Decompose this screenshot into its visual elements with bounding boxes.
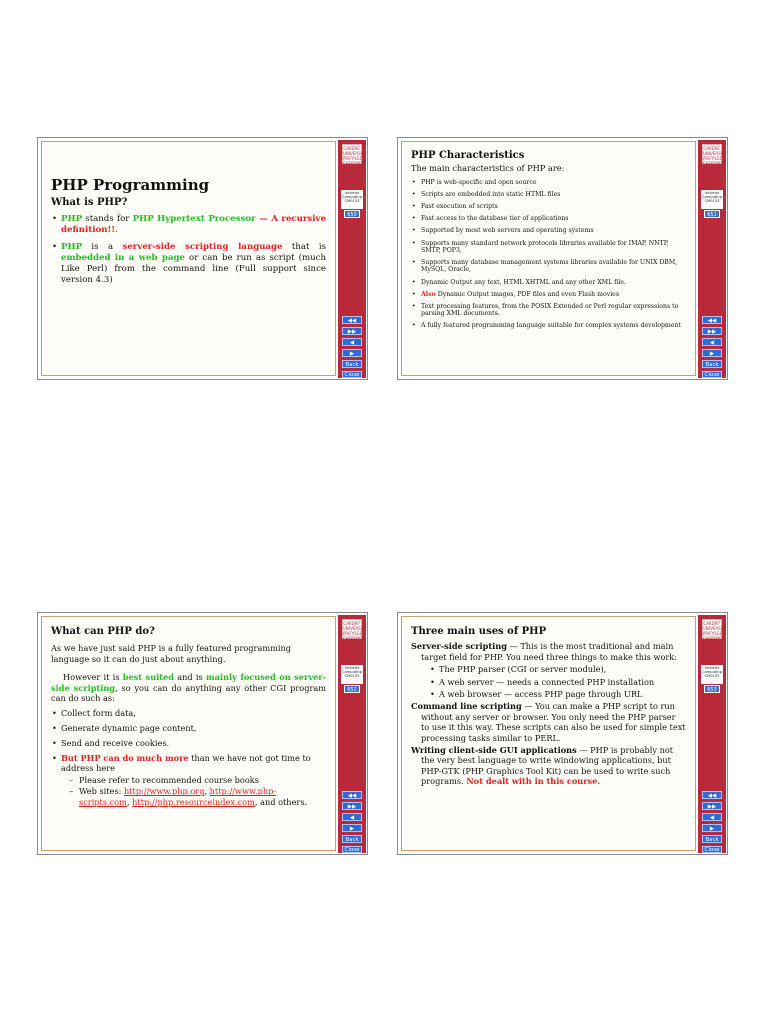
cardiff-logo	[702, 619, 727, 641]
text: .	[115, 225, 118, 235]
course-line: CM0133	[344, 199, 360, 204]
link-php-scripts[interactable]: http://www.php-scripts.com	[79, 786, 277, 807]
course-line: Internet	[344, 666, 360, 670]
logo-line: CARDIFF	[343, 146, 361, 151]
nav-sidebar	[338, 615, 366, 853]
term-server-side: server-side scripting language	[122, 242, 283, 252]
text: than we have not got time to address here	[61, 753, 311, 774]
course-line: CM0133	[344, 674, 360, 679]
course-line: CM0133	[704, 199, 720, 204]
logo-line: UNIVERSITY	[703, 151, 727, 156]
use-client-gui	[411, 745, 686, 787]
first-page-button[interactable]: ◀◀	[342, 791, 362, 799]
logo-line: PRIFYSGOL	[343, 631, 366, 636]
text: stands for	[82, 214, 133, 224]
nav-sidebar	[698, 140, 726, 378]
use-heading: Server-side scripting	[411, 641, 507, 652]
course-label	[701, 665, 723, 684]
text: is a	[82, 242, 123, 252]
bullet-list	[51, 708, 326, 807]
list-item: • Fast execution of scripts	[411, 203, 686, 210]
next-page-button[interactable]: ▶	[342, 349, 362, 357]
close-button[interactable]: Close	[342, 846, 362, 853]
text: ,	[254, 796, 258, 807]
course-line: Computing	[702, 670, 722, 675]
page-number: 653	[704, 685, 720, 693]
list-item	[51, 242, 326, 286]
bullet-list	[411, 179, 686, 330]
first-page-button[interactable]: ◀◀	[342, 316, 362, 324]
next-page-button[interactable]: ▶	[702, 349, 722, 357]
course-label	[341, 665, 363, 684]
close-button[interactable]: Close	[342, 371, 362, 378]
much-more: But PHP can do much more	[61, 753, 189, 764]
cardiff-logo	[702, 144, 727, 166]
back-button[interactable]: Back	[342, 835, 362, 843]
list-item	[51, 753, 326, 807]
slide-paragraph	[51, 672, 326, 703]
close-button[interactable]: Close	[702, 846, 722, 853]
list-item	[411, 291, 686, 298]
list-item: • Supports many database management systems libraries available for UNIX DBM, MySQL, Oracle,	[411, 259, 686, 274]
logo-line: CARDIFF	[703, 621, 721, 626]
slide-650	[37, 137, 368, 380]
slide-content	[41, 141, 336, 376]
last-page-button[interactable]: ▶▶	[342, 802, 362, 810]
text: — This is the most traditional and main target field for PHP. You need three things to make this work:	[421, 641, 678, 662]
term-hypertext: PHP Hypertext Processor	[132, 214, 256, 224]
slide-content	[41, 616, 336, 851]
page-number: 652	[344, 685, 360, 693]
course-line: CM0133	[704, 674, 720, 679]
list-item: • A fully featured programming language suitable for complex systems development	[411, 322, 686, 329]
sub-list-item: – Please refer to recommended course books	[61, 775, 326, 785]
bullet-list	[411, 664, 686, 699]
bullet-list	[51, 214, 326, 286]
list-item: • Supported by most web servers and operating systems	[411, 227, 686, 234]
slide-subtitle: What is PHP?	[51, 197, 128, 208]
also-label: Also	[421, 290, 436, 298]
list-item: • PHP is web-specific and open source	[411, 179, 686, 186]
text: ,	[126, 796, 133, 807]
slide-653	[397, 612, 728, 855]
logo-line: UNIVERSITY	[703, 626, 727, 631]
slide-651	[397, 137, 728, 380]
term-php: PHP	[61, 242, 83, 252]
course-line: Internet	[704, 666, 720, 670]
prev-page-button[interactable]: ◀	[702, 338, 722, 346]
list-item: • Dynamic Output any text, HTML XHTML and any other XML file.	[411, 279, 686, 286]
slide-intro: The main characteristics of PHP are:	[411, 163, 565, 174]
nav-sidebar	[698, 615, 726, 853]
back-button[interactable]: Back	[342, 360, 362, 368]
list-item	[51, 214, 326, 236]
back-button[interactable]: Back	[702, 835, 722, 843]
course-line: Computing	[342, 670, 362, 675]
text: Dynamic Output images, PDF files and even Flash movies	[435, 290, 620, 298]
text: and is	[173, 672, 206, 683]
list-item: • Generate dynamic page content,	[51, 723, 326, 733]
use-heading: Command line scripting	[411, 701, 522, 712]
list-item: • Send and receive cookies.	[51, 738, 326, 748]
last-page-button[interactable]: ▶▶	[342, 327, 362, 335]
course-line: Internet	[344, 191, 360, 195]
page-number: 650	[344, 210, 360, 218]
logo-line: CAERDYDD	[703, 636, 726, 641]
list-item: • Scripts are embedded into static HTML files	[411, 191, 686, 198]
logo-line: UNIVERSITY	[343, 151, 367, 156]
slide-title: What can PHP do?	[51, 626, 155, 637]
logo-line: CAERDYDD	[343, 636, 366, 641]
cardiff-logo	[342, 619, 367, 641]
slide-title: Three main uses of PHP	[411, 626, 547, 637]
slide-title: PHP Programming	[51, 176, 210, 194]
logo-line: CARDIFF	[703, 146, 721, 151]
logo-line: PRIFYSGOL	[703, 631, 726, 636]
logo-line: PRIFYSGOL	[703, 156, 726, 161]
list-item: • A web server — needs a connected PHP installation	[429, 677, 686, 687]
text: Web sites:	[79, 786, 124, 797]
close-button[interactable]: Close	[702, 371, 722, 378]
course-line: Internet	[704, 191, 720, 195]
nav-sidebar	[338, 140, 366, 378]
logo-line: CARDIFF	[343, 621, 361, 626]
back-button[interactable]: Back	[702, 360, 722, 368]
link-php-org[interactable]: http://www.php.org	[123, 786, 205, 797]
slide-intro: As we have just said PHP is a fully featured programming language so it can do just about anything.	[51, 643, 291, 664]
use-heading: Writing client-side GUI applications	[411, 745, 577, 756]
slide-content	[401, 141, 696, 376]
not-dealt-note: Not dealt with in this course.	[466, 776, 601, 787]
first-page-button[interactable]: ◀◀	[702, 316, 722, 324]
first-page-button[interactable]: ◀◀	[702, 791, 722, 799]
term-php: PHP	[61, 214, 83, 224]
slide-content	[401, 616, 696, 851]
cardiff-logo	[342, 144, 367, 166]
focus-text: mainly focused on server-side scripting	[51, 672, 326, 693]
list-item: • The PHP parser (CGI or server module),	[429, 664, 686, 674]
slide-title: PHP Characteristics	[411, 150, 525, 161]
page-number: 651	[704, 210, 720, 218]
last-page-button[interactable]: ▶▶	[702, 327, 722, 335]
course-label	[341, 190, 363, 209]
text: or can be run as script (much Like Perl) from the command line (Full support since version 4.3)	[61, 253, 327, 285]
prev-page-button[interactable]: ◀	[342, 813, 362, 821]
prev-page-button[interactable]: ◀	[342, 338, 362, 346]
list-item: • Collect form data,	[51, 708, 326, 718]
term-embedded: embedded in a web page	[61, 253, 185, 263]
logo-line: PRIFYSGOL	[343, 156, 366, 161]
uses-list	[411, 641, 686, 786]
text: ,	[204, 786, 208, 797]
next-page-button[interactable]: ▶	[342, 824, 362, 832]
text: and others.	[260, 796, 308, 807]
course-line: Computing	[702, 195, 722, 200]
slide-652	[37, 612, 368, 855]
text: — PHP is probably not the very best language to write windowing applications, but PHP-GTK (PHP Graphics Tool Kit) can be used to write such programs.	[421, 745, 674, 787]
use-server-side	[411, 641, 686, 662]
text: that is	[282, 242, 327, 252]
list-item: • Fast access to the database tier of applications	[411, 215, 686, 222]
list-item: • Supports many standard network protocols libraries available for IMAP, NNTP, SMTP, POP3,	[411, 240, 686, 255]
next-page-button[interactable]: ▶	[702, 824, 722, 832]
text: , so you can do anything any other CGI program can do such as:	[51, 682, 327, 704]
list-item: • A web browser — access PHP page through URL	[429, 689, 686, 699]
list-item: • Text processing features, from the POSIX Extended or Perl regular expressions to parsing XML documents.	[411, 303, 686, 318]
text: However it is	[63, 672, 123, 683]
link-php-resourceindex[interactable]: http://php.resourceindex.com	[132, 796, 255, 807]
sub-list	[61, 775, 326, 807]
logo-line: CAERDYDD	[343, 161, 366, 166]
course-line: Computing	[342, 195, 362, 200]
sub-list-item	[61, 786, 326, 807]
recursive-note: — A recursive definition!!	[61, 214, 326, 235]
logo-line: UNIVERSITY	[343, 626, 367, 631]
course-label	[701, 190, 723, 209]
last-page-button[interactable]: ▶▶	[702, 802, 722, 810]
prev-page-button[interactable]: ◀	[702, 813, 722, 821]
best-suited: best suited	[122, 672, 174, 683]
text: — You can make a PHP script to run without any server or browser. You only need the PHP parser to use it this way. These scripts can also be used for simple text processing tasks similar to PERL.	[421, 701, 686, 743]
logo-line: CAERDYDD	[703, 161, 726, 166]
use-command-line	[411, 701, 686, 743]
